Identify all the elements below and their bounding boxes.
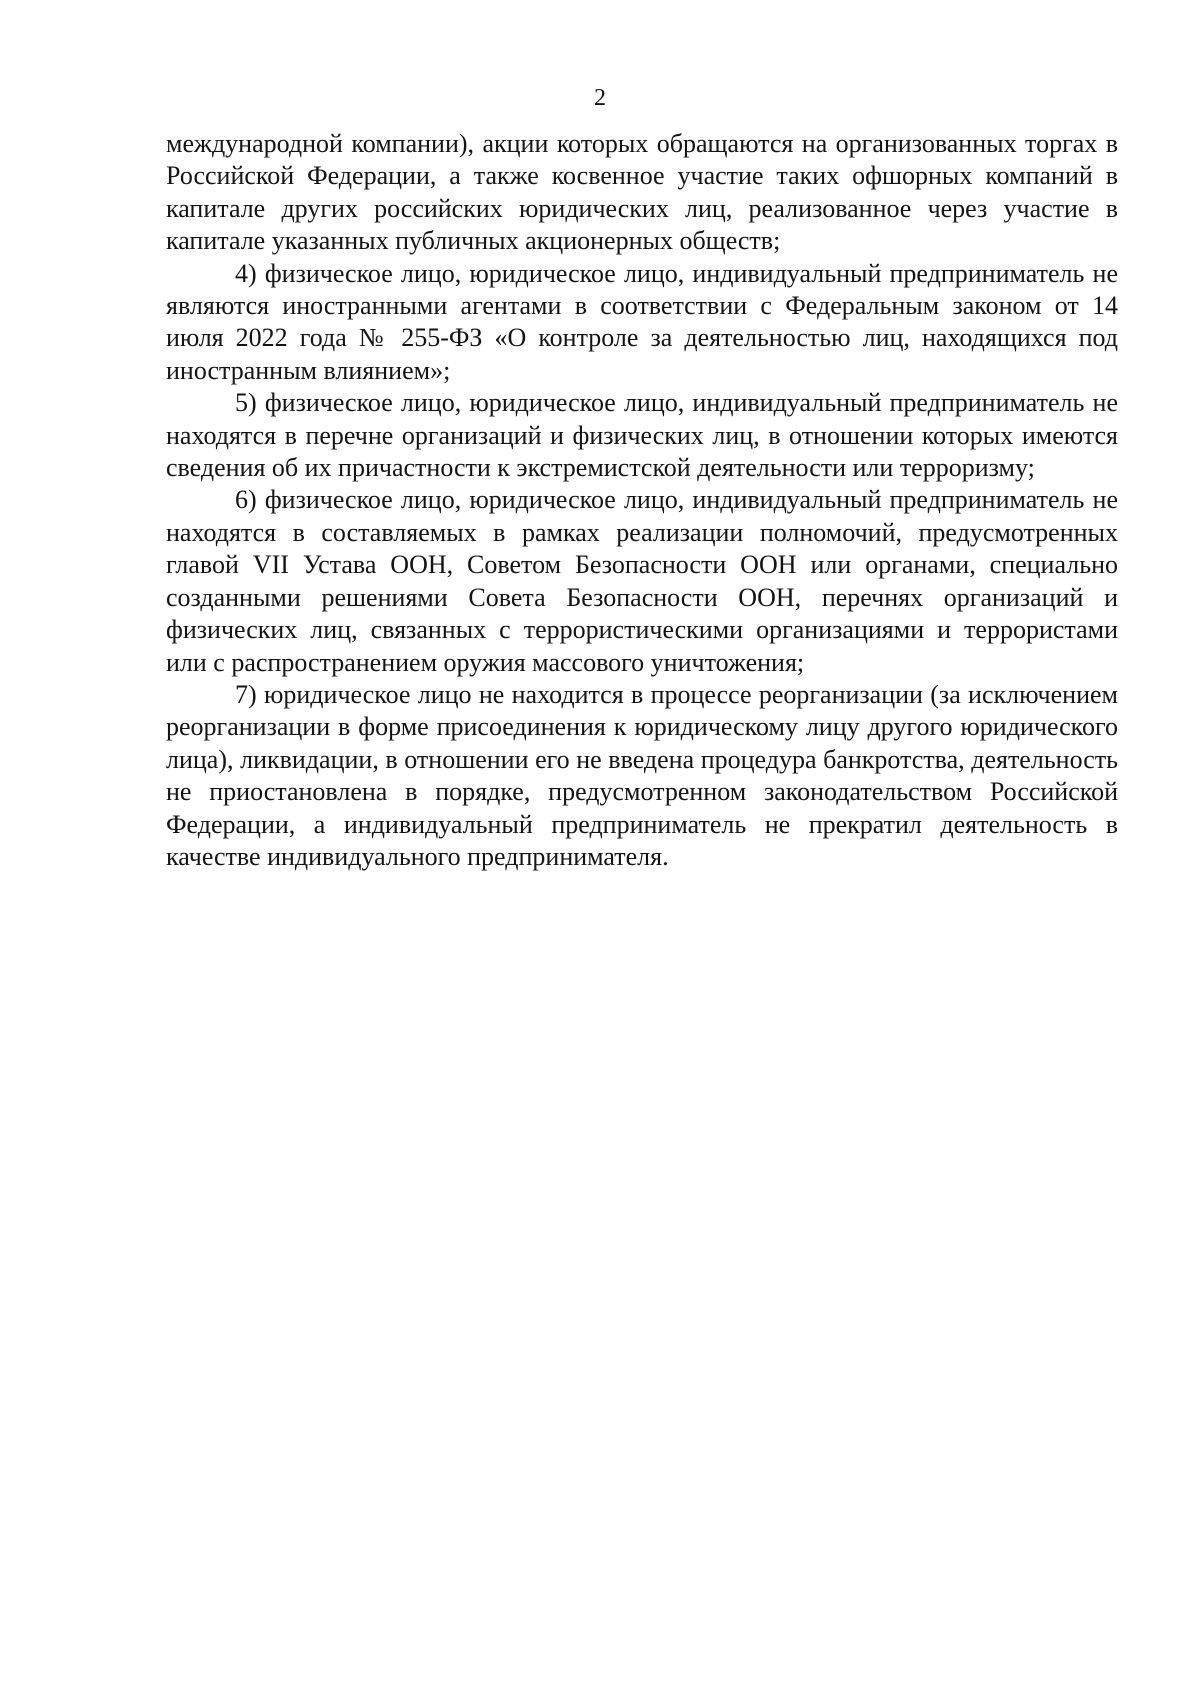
page-number: 2 xyxy=(594,85,606,111)
paragraph-item-6: 6) физическое лицо, юридическое лицо, индивидуальный предприниматель не находятся в составляемых в рамках реализации полномочий, предусмотренных главой VII Устава ООН, Советом Безопасности ООН или органами, специально созданными решениями Совета Безопасности ООН, перечнях организаций и физических лиц, связанных с террористическими организациями и террористами или с распространением оружия массового уничтожения; xyxy=(166,485,1118,677)
document-body xyxy=(166,128,1118,873)
paragraph-item-7: 7) юридическое лицо не находится в процессе реорганизации (за исключением реорганизации в форме присоединения к юридическому лицу другого юридического лица), ликвидации, в отношении его не введена процедура банкротства, деятельность не приостановлена в порядке, предусмотренном законодательством Российской Федерации, а индивидуальный предприниматель не прекратил деятельность в качестве индивидуального предпринимателя. xyxy=(166,679,1118,871)
paragraph-item-5: 5) физическое лицо, юридическое лицо, индивидуальный предприниматель не находятся в перечне организаций и физических лиц, в отношении которых имеются сведения об их причастности к экстремистской деятельности или терроризму; xyxy=(166,388,1118,483)
paragraph-continuation: международной компании), акции которых обращаются на организованных торгах в Российской Федерации, а также косвенное участие таких офшорных компаний в капитале других российских юридических лиц, реализованное через участие в капитале указанных публичных акционерных обществ; xyxy=(166,129,1118,256)
paragraph-item-4: 4) физическое лицо, юридическое лицо, индивидуальный предприниматель не являются иностранными агентами в соответствии с Федеральным законом от 14 июля 2022 года № 255-ФЗ «О контроле за деятельностью лиц, находящихся под иностранным влиянием»; xyxy=(166,258,1118,385)
